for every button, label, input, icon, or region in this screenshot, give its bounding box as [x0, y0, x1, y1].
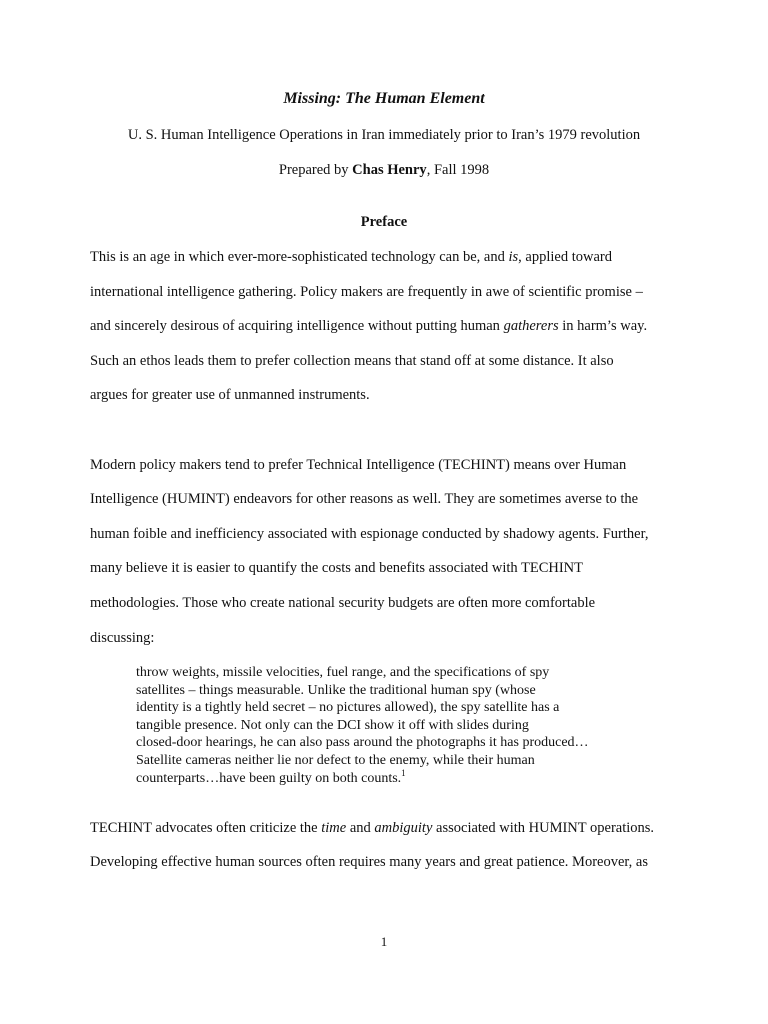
paragraph1-line3 [90, 318, 690, 335]
quote-line3: identity is a tightly held secret – no pictures allowed), the spy satellite has a [136, 700, 560, 716]
page-number: 1 [380, 934, 388, 949]
footnote-reference[interactable]: 1 [401, 767, 406, 778]
paragraph2-line3: human foible and inefficiency associated with espionage conducted by shadowy agents. Further, [90, 526, 649, 542]
byline-author: Chas Henry [352, 162, 427, 178]
p1-l1-text-a: This is an age in which ever-more-sophisticated technology can be, and [90, 249, 509, 265]
paragraph3-line2: Developing effective human sources often requires many years and great patience. Moreover, as [90, 854, 648, 870]
quote-line2: satellites – things measurable. Unlike the traditional human spy (whose [136, 682, 536, 698]
paragraph1-line2: international intelligence gathering. Policy makers are frequently in awe of scientific promise – [90, 284, 643, 300]
p1-l3-text-a: and sincerely desirous of acquiring intelligence without putting human [90, 318, 504, 334]
p3-l1-italic-time: time [321, 820, 347, 836]
paragraph2-line5: methodologies. Those who create national security budgets are often more comfortable [90, 595, 596, 611]
paragraph1-line4: Such an ethos leads them to prefer collection means that stand off at some distance. It also [90, 353, 614, 369]
paragraph1-line5: argues for greater use of unmanned instruments. [90, 387, 370, 403]
paragraph2-line4: many believe it is easier to quantify the costs and benefits associated with TECHINT [90, 560, 584, 576]
byline-suffix: , Fall 1998 [426, 162, 490, 178]
quote-line1: throw weights, missile velocities, fuel range, and the specifications of spy [136, 665, 550, 680]
document-byline [0, 162, 768, 179]
section-heading: Preface [360, 214, 408, 230]
p3-l1-text-b: and [346, 820, 375, 836]
paragraph3-line1 [90, 820, 690, 837]
document-subtitle: U. S. Human Intelligence Operations in Iran immediately prior to Iran’s 1979 revolution [127, 127, 641, 143]
paragraph2-line6: discussing: [90, 630, 155, 646]
paragraph1-line1 [90, 249, 690, 266]
paragraph2-line1: Modern policy makers tend to prefer Technical Intelligence (TECHINT) means over Human [90, 457, 627, 473]
p1-l1-text-b: , applied toward [518, 249, 612, 265]
quote-line6: Satellite cameras neither lie nor defect to the enemy, while their human [136, 752, 535, 768]
p3-l1-text-c: associated with HUMINT operations. [432, 820, 655, 836]
quote-line7 [136, 767, 656, 788]
document-title: Missing: The Human Element [283, 90, 485, 107]
p3-l1-text-a: TECHINT advocates often criticize the [90, 820, 322, 836]
byline-prefix: Prepared by [278, 162, 353, 178]
p1-l3-text-b: in harm’s way. [558, 318, 648, 334]
quote-line4: tangible presence. Not only can the DCI show it off with slides during [136, 717, 529, 733]
p3-l1-italic-ambiguity: ambiguity [374, 820, 433, 836]
quote-line7-text: counterparts…have been guilty on both counts. [136, 770, 402, 786]
block-quote [136, 664, 656, 787]
p1-l1-italic: is [508, 249, 519, 265]
paragraph2-line2: Intelligence (HUMINT) endeavors for other reasons as well. They are sometimes averse to the [90, 491, 639, 507]
quote-line5: closed-door hearings, he can also pass around the photographs it has produced… [136, 735, 589, 751]
p1-l3-italic: gatherers [503, 318, 559, 334]
